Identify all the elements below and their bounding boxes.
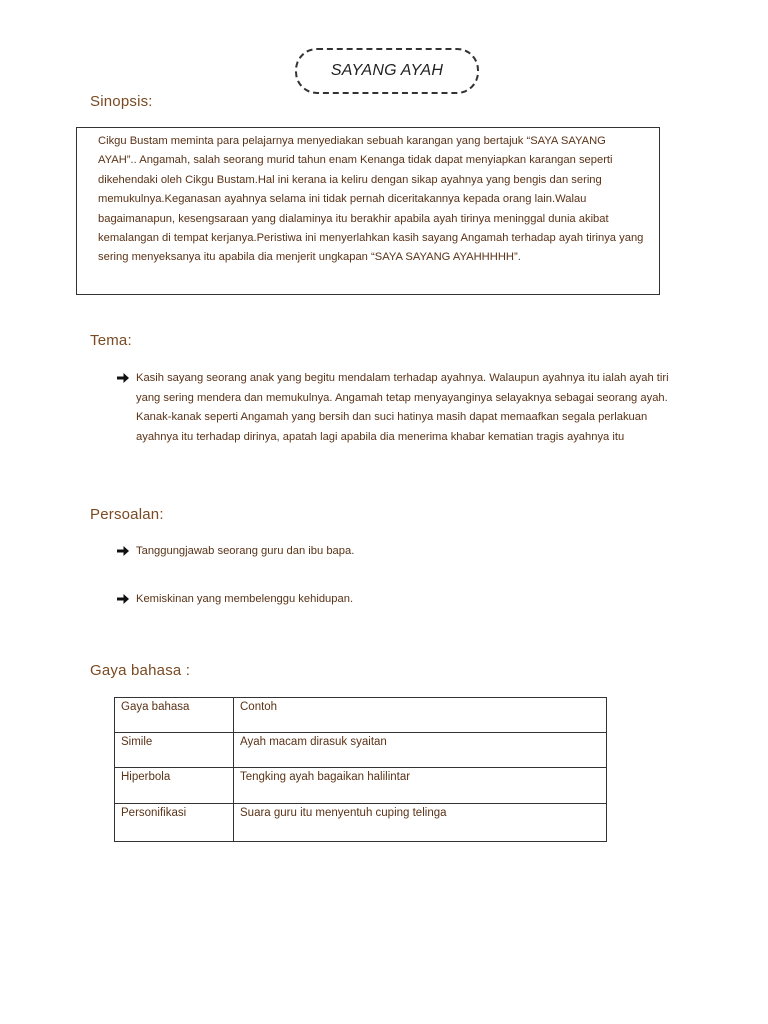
tema-item: [116, 369, 676, 447]
sinopsis-text: Cikgu Bustam meminta para pelajarnya menyediakan sebuah karangan yang bertajuk “SAYA SAYANG AYAH”.. Angamah, salah seorang murid tahun enam Kenanga tidak dapat menyiapkan karangan seperti dikehendaki oleh Cikgu Bustam.Hal ini kerana ia keliru dengan sikap ayahnya yang bengis dan sering memukulnya.Keganasan ayahnya selama ini tidak pernah diceritakannya kepada orang lain.Walau bagaimanapun, kesengsaraan yang dialaminya itu berakhir apabila ayah tirinya meninggal dunia akibat kemalangan di tempat kerjanya.Peristiwa ini menyerlahkan kasih sayang Angamah terhadap ayah tirinya yang sering menyeksanya itu apabila dia menjerit ungkapan “SAYA SAYANG AYAHHHHH”.: [98, 135, 644, 264]
sinopsis-box: [76, 127, 660, 295]
sinopsis-heading: Sinopsis:: [90, 93, 153, 110]
tema-item-text: Kasih sayang seorang anak yang begitu mendalam terhadap ayahnya. Walaupun ayahnya itu ialah ayah tiri yang sering mendera dan memukulnya. Angamah tetap menyayanginya selayaknya sebagai seorang ayah. Kanak-kanak seperti Angamah yang bersih dan suci hatinya masih dapat memaafkan segala perlakuan ayahnya itu terhadap dirinya, apatah lagi apabila dia menerima khabar kematian tragis ayahnya itu: [136, 372, 669, 443]
table-row: [115, 733, 607, 768]
table-cell: Suara guru itu menyentuh cuping telinga: [234, 804, 607, 842]
document-title: [295, 48, 479, 94]
right-arrow-icon: [116, 544, 130, 558]
persoalan-item: [116, 590, 676, 610]
persoalan-heading: Persoalan:: [90, 506, 164, 523]
table-cell: Personifikasi: [115, 804, 234, 842]
table-cell: Ayah macam dirasuk syaitan: [234, 733, 607, 768]
table-header-cell: Contoh: [234, 698, 607, 733]
gaya-bahasa-table: [114, 697, 607, 842]
table-cell: Tengking ayah bagaikan halilintar: [234, 768, 607, 804]
table-cell: Hiperbola: [115, 768, 234, 804]
table-row: [115, 804, 607, 842]
table-row: [115, 768, 607, 804]
persoalan-item: [116, 542, 676, 562]
document-title-text: SAYANG AYAH: [330, 62, 444, 79]
persoalan-item-text: Kemiskinan yang membelenggu kehidupan.: [136, 593, 354, 605]
table-cell: Simile: [115, 733, 234, 768]
right-arrow-icon: [116, 592, 130, 606]
tema-heading: Tema:: [90, 332, 132, 349]
right-arrow-icon: [116, 371, 130, 385]
persoalan-item-text: Tanggungjawab seorang guru dan ibu bapa.: [136, 545, 355, 557]
table-header-cell: Gaya bahasa: [115, 698, 234, 733]
gaya-bahasa-heading: Gaya bahasa :: [90, 662, 191, 679]
table-header-row: [115, 698, 607, 733]
